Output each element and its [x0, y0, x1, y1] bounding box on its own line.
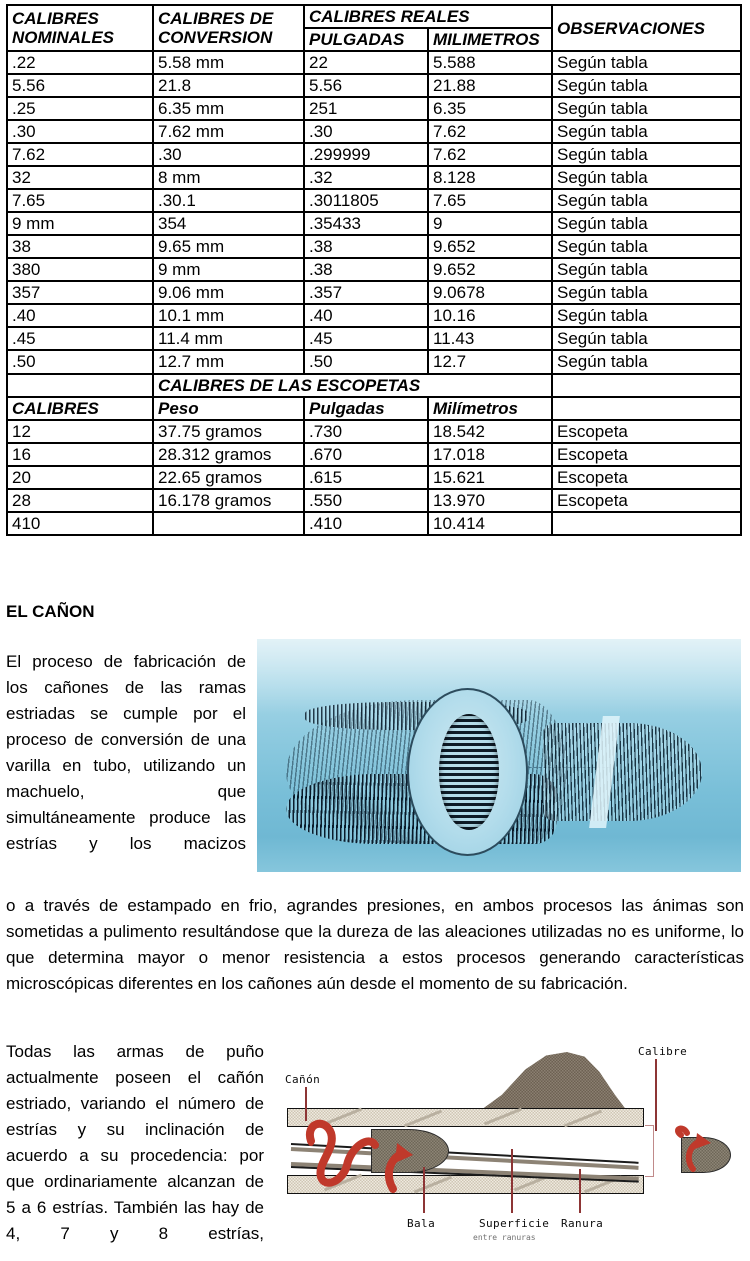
cell-pulgadas: .299999 [304, 143, 428, 166]
cell-pulgadas: .38 [304, 235, 428, 258]
cell-conversion: 6.35 mm [153, 97, 304, 120]
bullet-rotation-arrow [379, 1141, 425, 1193]
table-row [7, 420, 741, 443]
bullet-with-engraved-grooves [543, 723, 703, 821]
cell-observaciones: Escopeta [552, 466, 741, 489]
label-canon: Cañón [285, 1073, 321, 1086]
shotgun-section-row [7, 374, 741, 397]
cell-observaciones: Según tabla [552, 304, 741, 327]
cell-nominal: 32 [7, 166, 153, 189]
cell-milimetros: 11.43 [428, 327, 552, 350]
table-row [7, 97, 741, 120]
cell-observaciones: Según tabla [552, 258, 741, 281]
cell-observaciones: Según tabla [552, 235, 741, 258]
header-line-1: CALIBRES DE [158, 9, 274, 28]
leader-bala [423, 1167, 425, 1213]
cell-peso: 28.312 gramos [153, 443, 304, 466]
cell-pulgadas: .45 [304, 327, 428, 350]
cell-observaciones: Según tabla [552, 51, 741, 74]
cell-conversion: 21.8 [153, 74, 304, 97]
cell-milimetros: 15.621 [428, 466, 552, 489]
cell-milimetros: 10.414 [428, 512, 552, 535]
cell-observaciones: Según tabla [552, 74, 741, 97]
cell-observaciones: Según tabla [552, 166, 741, 189]
label-superficie: Superficie [479, 1217, 550, 1230]
cell-pulgadas: .550 [304, 489, 428, 512]
cell-conversion: 5.58 mm [153, 51, 304, 74]
cell-milimetros: 17.018 [428, 443, 552, 466]
table-row [7, 51, 741, 74]
cell-nominal: 7.62 [7, 143, 153, 166]
cell-nominal: .45 [7, 327, 153, 350]
cell-peso: 37.75 gramos [153, 420, 304, 443]
barrel-profile-hump [481, 1052, 629, 1110]
shotgun-spacer-cell-right [552, 374, 741, 397]
header-line-1: CALIBRES [12, 9, 99, 28]
cell-nominal: 357 [7, 281, 153, 304]
cell-pulgadas: 22 [304, 51, 428, 74]
cell-milimetros: 10.16 [428, 304, 552, 327]
cell-milimetros: 12.7 [428, 350, 552, 373]
table-header-row-1 [7, 5, 741, 28]
header-milimetros: MILIMETROS [428, 28, 552, 51]
label-calibre: Calibre [638, 1045, 688, 1058]
header-line-2: CONVERSION [158, 28, 273, 48]
leader-superficie [511, 1149, 513, 1213]
cell-observaciones: Escopeta [552, 489, 741, 512]
cell-conversion: 9.06 mm [153, 281, 304, 304]
cell-observaciones: Según tabla [552, 97, 741, 120]
cell-pulgadas: .50 [304, 350, 428, 373]
cell-pulgadas: .357 [304, 281, 428, 304]
cell-observaciones: Según tabla [552, 281, 741, 304]
table-row [7, 258, 741, 281]
cell-conversion: 9.65 mm [153, 235, 304, 258]
cell-observaciones: Según tabla [552, 350, 741, 373]
header-observaciones: OBSERVACIONES [552, 5, 741, 51]
cell-nominal: 9 mm [7, 212, 153, 235]
leader-ranura [579, 1169, 581, 1213]
cell-calibre: 410 [7, 512, 153, 535]
cell-milimetros: 9.652 [428, 235, 552, 258]
table-row [7, 235, 741, 258]
table-row [7, 443, 741, 466]
cell-observaciones: Escopeta [552, 443, 741, 466]
table-row [7, 489, 741, 512]
cell-nominal: .40 [7, 304, 153, 327]
cell-milimetros: 7.62 [428, 143, 552, 166]
cell-nominal: .22 [7, 51, 153, 74]
cell-calibre: 20 [7, 466, 153, 489]
calibre-measure-bracket [645, 1125, 654, 1177]
cell-pulgadas: .3011805 [304, 189, 428, 212]
header-pulgadas: PULGADAS [304, 28, 428, 51]
cell-observaciones: Según tabla [552, 189, 741, 212]
caliber-table [6, 4, 742, 536]
second-paragraph: Todas las armas de puño actualmente poseen el cañón estriado, variando el número de estrías y su inclinación de acuerdo a su procedencia: por que ordinariamente alcanzan de 5 a 6 estrías. También las hay de 4, 7 y 8 estrías, [6, 1042, 264, 1243]
cell-milimetros: 9.0678 [428, 281, 552, 304]
cell-milimetros: 8.128 [428, 166, 552, 189]
table-row [7, 327, 741, 350]
cell-pulgadas: .32 [304, 166, 428, 189]
body-paragraph: o a través de estampado en frio, agrandes presiones, en ambos procesos las ánimas son sometidas a pulimento resultándose que la dureza de las aleaciones utilizadas no es uniforme, lo que determina mayor o menor resistencia a estos procesos generando características microscópicas diferentes en los cañones aún desde el momento de su fabricación. [6, 896, 744, 993]
cell-milimetros: 5.588 [428, 51, 552, 74]
cell-nominal: 380 [7, 258, 153, 281]
table-row [7, 350, 741, 373]
cell-milimetros: 9.652 [428, 258, 552, 281]
intro-paragraph: El proceso de fabricación de los cañones de las ramas estriadas se cumple por el proceso de conversión de una varilla en tubo, utilizando un machuelo, que simultáneamente produce las estrías y los macizos [6, 652, 246, 853]
cell-observaciones: Escopeta [552, 420, 741, 443]
cell-pulgadas: .615 [304, 466, 428, 489]
cell-conversion: .30.1 [153, 189, 304, 212]
cell-conversion: 10.1 mm [153, 304, 304, 327]
table-row [7, 512, 741, 535]
header-calibres-de-conversion [153, 5, 304, 51]
cell-conversion: 12.7 mm [153, 350, 304, 373]
inset-rotation-arrow [671, 1123, 737, 1185]
cell-conversion: 7.62 mm [153, 120, 304, 143]
shotgun-header-blank [552, 397, 741, 420]
cell-pulgadas: .410 [304, 512, 428, 535]
cell-pulgadas: .38 [304, 258, 428, 281]
shotgun-header-peso: Peso [153, 397, 304, 420]
label-superficie-sub: entre ranuras [473, 1233, 536, 1242]
cell-peso [153, 512, 304, 535]
table-row [7, 120, 741, 143]
cell-peso: 22.65 gramos [153, 466, 304, 489]
label-bala: Bala [407, 1217, 436, 1230]
label-ranura: Ranura [561, 1217, 604, 1230]
cell-observaciones: Según tabla [552, 327, 741, 350]
cell-nominal: .30 [7, 120, 153, 143]
table-row [7, 281, 741, 304]
shotgun-header-pulgadas: Pulgadas [304, 397, 428, 420]
cell-nominal: 7.65 [7, 189, 153, 212]
cell-pulgadas: 5.56 [304, 74, 428, 97]
cell-milimetros: 13.970 [428, 489, 552, 512]
cell-milimetros: 18.542 [428, 420, 552, 443]
shotgun-section-title: CALIBRES DE LAS ESCOPETAS [153, 374, 552, 397]
leader-calibre [655, 1059, 657, 1131]
cell-observaciones [552, 512, 741, 535]
cell-conversion: 9 mm [153, 258, 304, 281]
rifled-barrel-photograph [257, 639, 741, 872]
table-row [7, 74, 741, 97]
cell-nominal: .50 [7, 350, 153, 373]
header-line-2: NOMINALES [12, 28, 114, 48]
cell-observaciones: Según tabla [552, 143, 741, 166]
cell-calibre: 12 [7, 420, 153, 443]
cell-calibre: 16 [7, 443, 153, 466]
shotgun-header-milimetros: Milímetros [428, 397, 552, 420]
table-row [7, 212, 741, 235]
cell-conversion: .30 [153, 143, 304, 166]
cell-pulgadas: .30 [304, 120, 428, 143]
table-row [7, 166, 741, 189]
header-calibres-reales: CALIBRES REALES [304, 5, 552, 28]
shotgun-header-row [7, 397, 741, 420]
cell-nominal: 5.56 [7, 74, 153, 97]
cell-pulgadas: .35433 [304, 212, 428, 235]
cell-milimetros: 21.88 [428, 74, 552, 97]
table-row [7, 466, 741, 489]
cell-peso: 16.178 gramos [153, 489, 304, 512]
cell-pulgadas: .730 [304, 420, 428, 443]
bullet-inset-detail [671, 1123, 737, 1185]
cell-conversion: 8 mm [153, 166, 304, 189]
cell-milimetros: 7.65 [428, 189, 552, 212]
cell-pulgadas: .40 [304, 304, 428, 327]
cell-milimetros: 9 [428, 212, 552, 235]
cell-nominal: .25 [7, 97, 153, 120]
table-row [7, 304, 741, 327]
cell-observaciones: Según tabla [552, 120, 741, 143]
cell-nominal: 38 [7, 235, 153, 258]
page-title: EL CAÑON [6, 602, 95, 621]
cell-calibre: 28 [7, 489, 153, 512]
cell-conversion: 11.4 mm [153, 327, 304, 350]
shotgun-spacer-cell [7, 374, 153, 397]
bore-rifling-grooves [439, 714, 500, 831]
rifling-cross-section-diagram [283, 1019, 743, 1261]
cell-milimetros: 7.62 [428, 120, 552, 143]
table-row [7, 189, 741, 212]
leader-canon [305, 1087, 307, 1121]
shotgun-header-calibres: CALIBRES [7, 397, 153, 420]
cell-pulgadas: .670 [304, 443, 428, 466]
cell-conversion: 354 [153, 212, 304, 235]
cell-milimetros: 6.35 [428, 97, 552, 120]
table-row [7, 143, 741, 166]
header-calibres-nominales [7, 5, 153, 51]
cell-pulgadas: 251 [304, 97, 428, 120]
cell-observaciones: Según tabla [552, 212, 741, 235]
